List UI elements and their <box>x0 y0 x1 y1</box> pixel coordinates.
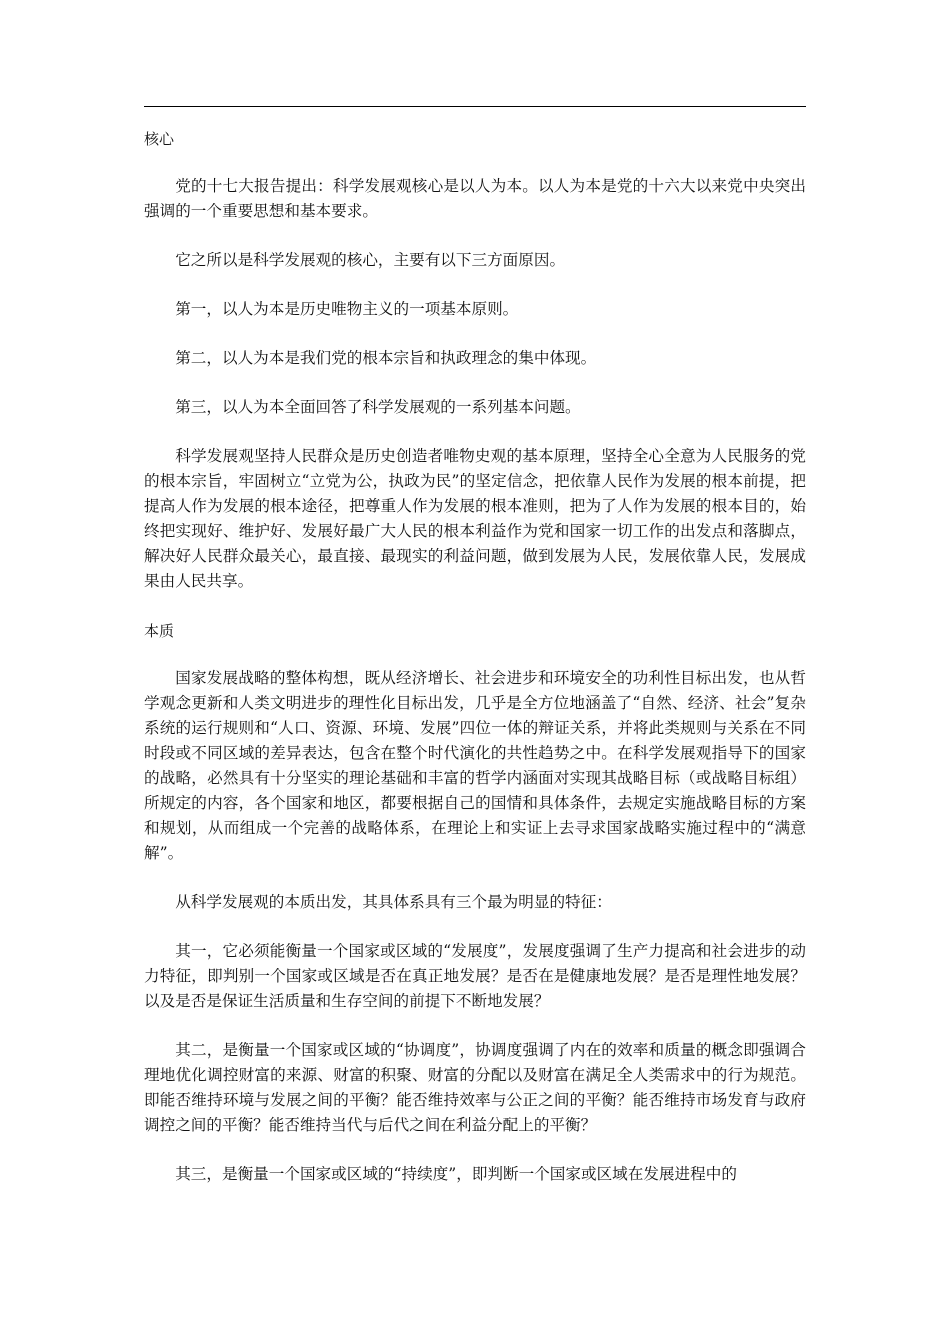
header-rule <box>144 106 806 107</box>
paragraph: 第三，以人为本全面回答了科学发展观的一系列基本问题。 <box>175 398 581 416</box>
document-body <box>144 126 806 1211</box>
paragraph: 其二，是衡量一个国家或区域的“协调度”，协调度强调了内在的效率和质量的概念即强调合理地优化调控财富的来源、财富的积聚、财富的分配以及财富在满足全人类需求中的行为规范。即能否维持环境与发展之间的平衡？能否维持效率与公正之间的平衡？能否维持市场发育与政府调控之间的平衡？能否维持当代与后代之间在利益分配上的平衡？ <box>144 1041 806 1134</box>
section-heading-essence: 本质 <box>144 622 175 640</box>
paragraph: 它之所以是科学发展观的核心，主要有以下三方面原因。 <box>175 251 566 269</box>
paragraph: 其一，它必须能衡量一个国家或区域的“发展度”，发展度强调了生产力提高和社会进步的动力特征，即判别一个国家或区域是否在真正地发展？是否在是健康地发展？是否是理性地发展？以及是否是保证生活质量和生存空间的前提下不断地发展？ <box>144 942 806 1010</box>
paragraph: 科学发展观坚持人民群众是历史创造者唯物史观的基本原理，坚持全心全意为人民服务的党的根本宗旨，牢固树立“立党为公，执政为民”的坚定信念，把依靠人民作为发展的根本前提，把提高人作为发展的根本途径，把尊重人作为发展的根本准则，把为了人作为发展的根本目的，始终把实现好、维护好、发展好最广大人民的根本利益作为党和国家一切工作的出发点和落脚点，解决好人民群众最关心，最直接、最现实的利益问题，做到发展为人民，发展依靠人民，发展成果由人民共享。 <box>144 447 806 590</box>
paragraph: 第一，以人为本是历史唯物主义的一项基本原则。 <box>175 300 519 318</box>
document-page <box>144 0 806 1344</box>
section-heading-core: 核心 <box>144 130 175 148</box>
paragraph: 第二，以人为本是我们党的根本宗旨和执政理念的集中体现。 <box>175 349 597 367</box>
paragraph: 从科学发展观的本质出发，其具体系具有三个最为明显的特征： <box>175 893 612 911</box>
paragraph: 其三，是衡量一个国家或区域的“持续度”，即判断一个国家或区域在发展进程中的 <box>175 1165 737 1183</box>
paragraph: 国家发展战略的整体构想，既从经济增长、社会进步和环境安全的功利性目标出发，也从哲学观念更新和人类文明进步的理性化目标出发，几乎是全方位地涵盖了“自然、经济、社会”复杂系统的运行规则和“人口、资源、环境、发展”四位一体的辩证关系，并将此类规则与关系在不同时段或不同区域的差异表达，包含在整个时代演化的共性趋势之中。在科学发展观指导下的国家的战略，必然具有十分坚实的理论基础和丰富的哲学内涵面对实现其战略目标（或战略目标组）所规定的内容，各个国家和地区，都要根据自己的国情和具体条件，去规定实施战略目标的方案和规划，从而组成一个完善的战略体系，在理论上和实证上去寻求国家战略实施过程中的“满意解”。 <box>144 669 806 862</box>
paragraph: 党的十七大报告提出：科学发展观核心是以人为本。以人为本是党的十六大以来党中央突出强调的一个重要思想和基本要求。 <box>144 177 806 220</box>
